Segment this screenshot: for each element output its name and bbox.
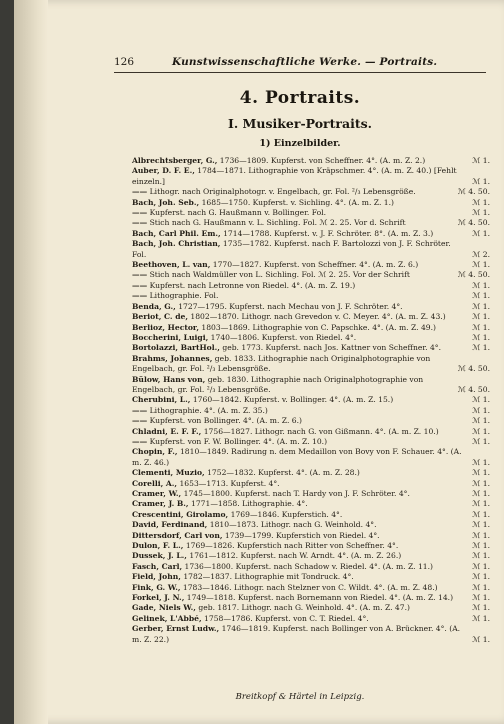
entry-name: Bülow, Hans von, xyxy=(132,374,206,384)
entry-name: Beethoven, L. van, xyxy=(132,260,211,270)
catalog-entry xyxy=(132,624,490,645)
catalog-entry xyxy=(132,510,490,520)
catalog-entry xyxy=(132,447,490,468)
entry-price: ℳ 1. xyxy=(472,156,490,165)
entry-description: 1736—1809. Kupferst. von Scheffner. 4°. (A. m. Z. 2.) xyxy=(217,156,426,165)
catalog-entry xyxy=(132,281,490,291)
entry-price: ℳ 4. 50. xyxy=(457,270,490,280)
catalog-entry xyxy=(132,270,490,280)
entry-name: Field, John, xyxy=(132,572,181,582)
entry-price: ℳ 1. xyxy=(472,572,490,582)
header-rule xyxy=(114,72,486,73)
entry-description: Lithographie. Fol. xyxy=(147,291,219,301)
entry-name: Gerber, Ernst Ludw., xyxy=(132,624,220,634)
entry-price: ℳ 1. xyxy=(472,322,490,332)
entry-name: Fink, G. W., xyxy=(132,582,181,592)
entry-description: 1740—1806. Kupferst. von Riedel. 4°. xyxy=(208,332,357,342)
catalog-entry xyxy=(132,323,490,333)
catalog-entry xyxy=(132,375,490,396)
entry-description: Kupferst. nach G. Haußmann v. Bollinger. Fol. xyxy=(147,208,326,218)
running-header xyxy=(114,56,486,72)
entry-description: geb. 1773. Kupferst. nach Jos. Kattner von Scheffner. 4°. xyxy=(219,343,442,353)
entry-price: ℳ 1. xyxy=(472,176,490,186)
entry-name: Dussek, J. L., xyxy=(132,551,187,561)
entry-name: Brahms, Johannes, xyxy=(132,353,213,363)
entry-description: Stich nach G. Haußmann v. L. Sichling. Fol. ℳ 2. 25. Vor d. Schrift xyxy=(147,218,406,228)
entry-name: Clementi, Muzio, xyxy=(132,468,205,478)
entry-name: —— xyxy=(132,280,148,290)
entry-name: Fasch, Carl, xyxy=(132,561,183,571)
entry-name: Albrechtsberger, G., xyxy=(132,156,218,165)
entry-description: 1770—1827. Kupferst. von Scheffner. 4°. (A. m. Z. 6.) xyxy=(210,260,419,270)
entry-description: 1745—1800. Kupferst. nach T. Hardy von J. F. Schröter. 4°. xyxy=(181,489,410,498)
entry-price: ℳ 1. xyxy=(472,280,490,290)
entry-price: ℳ 1. xyxy=(472,332,490,342)
entry-description: 1802—1870. Lithogr. nach Grevedon v. C. Meyer. 4°. (A. m. Z. 43.) xyxy=(187,312,446,322)
running-title: Kunstwissenschaftliche Werke. — Portraits. xyxy=(172,56,438,68)
catalog-entry xyxy=(132,187,490,197)
entry-name: Cramer, J. B., xyxy=(132,499,189,509)
catalog-entry xyxy=(132,198,490,208)
subsection-title: I. Musiker-Portraits. xyxy=(227,116,372,131)
entry-price: ℳ 1. xyxy=(472,197,490,207)
catalog-entry xyxy=(132,302,490,312)
catalog-entry xyxy=(132,239,490,260)
entry-description: 1769—1826. Kupferstich nach Ritter von Scheffner. 4°. xyxy=(183,541,399,551)
entry-price: ℳ 1. xyxy=(472,395,490,405)
catalog-entry xyxy=(132,229,490,239)
entry-name: —— xyxy=(132,208,148,218)
page-gutter xyxy=(14,0,48,724)
entry-description: Kupferst. von F. W. Bollinger. 4°. (A. m. Z. 10.) xyxy=(147,436,328,446)
catalog-entry xyxy=(132,541,490,551)
catalog-entry xyxy=(132,156,490,166)
entry-name: Chopin, F., xyxy=(132,447,178,457)
entry-description: 1784—1871. Lithographie von Kräpschmer. 4°. (A. m. Z. 40.) [Fehlt einzeln.] xyxy=(132,166,457,186)
book-page xyxy=(14,0,504,724)
catalog-entry xyxy=(132,593,490,603)
entry-price: ℳ 1. xyxy=(472,228,490,238)
catalog-entry xyxy=(132,218,490,228)
entry-description: 1756—1827. Lithogr. nach G. von Gißmann. 4°. (A. m. Z. 10.) xyxy=(201,426,439,436)
entry-name: Corelli, A., xyxy=(132,478,178,488)
entry-description: 1782—1837. Lithographie mit Tondruck. 4°. xyxy=(180,572,354,582)
entry-name: Berlioz, Hector, xyxy=(132,322,199,332)
entry-price: ℳ 1. xyxy=(472,634,490,644)
entry-price: ℳ 1. xyxy=(472,436,490,446)
entry-description: 1769—1846. Kupferstich. 4°. xyxy=(228,509,343,519)
entry-name: —— xyxy=(132,405,148,415)
entry-name: Bach, Joh. Christian, xyxy=(132,239,221,249)
catalog-entry xyxy=(132,291,490,301)
catalog-entry xyxy=(132,395,490,405)
entry-description: 1803—1869. Lithographie von C. Papschke. 4°. (A. m. Z. 49.) xyxy=(198,322,436,332)
entry-price: ℳ 1. xyxy=(472,509,490,519)
entry-price: ℳ 1. xyxy=(472,291,490,301)
entry-description: 1735—1782. Kupferst. nach F. Bartolozzi von J. F. Schröter. Fol. xyxy=(132,239,451,259)
entry-price: ℳ 4. 50. xyxy=(457,218,490,228)
entry-description: 1746—1819. Kupferst. nach Bollinger von A. Brückner. 4°. (A. m. Z. 22.) xyxy=(132,624,461,644)
entry-description: 1810—1873. Lithogr. nach G. Weinhold. 4°. xyxy=(207,520,377,530)
entry-description: Kupferst. von Bollinger. 4°. (A. m. Z. 6.) xyxy=(147,416,302,426)
catalog-entry xyxy=(132,499,490,509)
entry-description: 1653—1713. Kupferst. 4°. xyxy=(177,478,280,488)
entry-name: Bortolazzi, BartHol., xyxy=(132,343,220,353)
catalog-entry xyxy=(132,603,490,613)
entry-description: Lithogr. nach Originalphotogr. v. Engelbach, gr. Fol. ²/₃ Lebensgröße. xyxy=(147,187,416,197)
entry-name: Bach, Carl Phil. Em., xyxy=(132,228,221,238)
entry-price: ℳ 1. xyxy=(472,405,490,415)
entry-name: —— xyxy=(132,436,148,446)
entry-price: ℳ 1. xyxy=(472,582,490,592)
entry-price: ℳ 4. 50. xyxy=(457,187,490,197)
catalog-entry xyxy=(132,468,490,478)
entry-price: ℳ 4. 50. xyxy=(457,364,490,374)
publisher-footer: Breitkopf & Härtel in Leipzig. xyxy=(235,692,365,702)
entry-description: 1810—1849. Radirung n. dem Medaillon von Bovy von F. Schauer. 4°. (A. m. Z. 46.) xyxy=(132,447,462,467)
entry-name: Boccherini, Luigi, xyxy=(132,332,209,342)
entry-description: 1736—1800. Kupferst. nach Schadow v. Riedel. 4°. (A. m. Z. 11.) xyxy=(182,561,433,571)
entry-description: 1761—1812. Kupferst. nach W. Arndt. 4°. (A. m. Z. 26.) xyxy=(186,551,402,561)
catalog-entry xyxy=(132,166,490,187)
entry-description: geb. 1833. Lithographie nach Originalphotographie von Engelbach, gr. Fol. ²/₃ Lebensgröße. xyxy=(132,353,431,374)
catalog-entry xyxy=(132,520,490,530)
entry-price: ℳ 1. xyxy=(472,489,490,498)
entry-description: 1685—1750. Kupferst. v. Sichling. 4°. (A. m. Z. 1.) xyxy=(199,197,394,207)
catalog-entry xyxy=(132,489,490,499)
entry-name: Forkel, J. N., xyxy=(132,593,185,603)
entry-name: —— xyxy=(132,291,148,301)
catalog-entry xyxy=(132,416,490,426)
entry-price: ℳ 1. xyxy=(472,416,490,426)
entry-description: Stich nach Waldmüller von L. Sichling. Fol. ℳ 2. 25. Vor der Schrift xyxy=(147,270,410,280)
catalog-entry xyxy=(132,260,490,270)
catalog-entries xyxy=(132,156,490,645)
entry-name: Crescentini, Girolamo, xyxy=(132,509,229,519)
catalog-entry xyxy=(132,572,490,582)
entry-description: geb. 1817. Lithogr. nach G. Weinhold. 4°. (A. m. Z. 47.) xyxy=(195,603,410,613)
entry-description: 1771—1858. Lithographie. 4°. xyxy=(188,499,308,509)
entry-price: ℳ 1. xyxy=(472,478,490,488)
entry-name: —— xyxy=(132,416,148,426)
catalog-entry xyxy=(132,437,490,447)
entry-price: ℳ 1. xyxy=(472,208,490,218)
entry-name: David, Ferdinand, xyxy=(132,520,208,530)
catalog-entry xyxy=(132,583,490,593)
entry-description: Lithographie. 4°. (A. m. Z. 35.) xyxy=(147,405,268,415)
catalog-entry xyxy=(132,354,490,375)
entry-price: ℳ 1. xyxy=(472,551,490,561)
catalog-entry xyxy=(132,614,490,624)
entry-name: —— xyxy=(132,218,148,228)
catalog-entry xyxy=(132,427,490,437)
entry-name: Dulon, F. L., xyxy=(132,541,184,551)
entry-description: 1739—1799. Kupferstich von Riedel. 4°. xyxy=(222,530,380,540)
entry-description: 1714—1788. Kupferst. v. J. F. Schröter. 8°. (A. m. Z. 3.) xyxy=(220,228,434,238)
entry-price: ℳ 1. xyxy=(472,468,490,478)
entry-description: 1752—1832. Kupferst. 4°. (A. m. Z. 28.) xyxy=(204,468,360,478)
entry-price: ℳ 1. xyxy=(472,520,490,530)
catalog-entry xyxy=(132,562,490,572)
entry-price: ℳ 1. xyxy=(472,312,490,322)
entry-price: ℳ 1. xyxy=(472,301,490,311)
entry-price: ℳ 1. xyxy=(472,541,490,551)
entry-name: —— xyxy=(132,187,148,197)
catalog-entry xyxy=(132,406,490,416)
entry-price: ℳ 1. xyxy=(472,426,490,436)
entry-price: ℳ 1. xyxy=(472,530,490,540)
catalog-entry xyxy=(132,551,490,561)
entry-name: Chladni, E. F. F., xyxy=(132,426,202,436)
catalog-entry xyxy=(132,343,490,353)
section-title: 4. Portraits. xyxy=(239,88,361,108)
entry-price: ℳ 1. xyxy=(472,499,490,509)
entry-price: ℳ 2. xyxy=(472,249,490,259)
entry-description: Kupferst. nach Letronne von Riedel. 4°. (A. m. Z. 19.) xyxy=(147,280,356,290)
entry-name: Cherubini, L., xyxy=(132,395,191,405)
entry-price: ℳ 1. xyxy=(472,613,490,623)
entry-name: Gelinek, L'Abbé, xyxy=(132,613,202,623)
entry-name: Dittersdorf, Carl von, xyxy=(132,530,223,540)
entry-name: Beriot, C. de, xyxy=(132,312,188,322)
entry-description: 1760—1842. Kupferst. v. Bollinger. 4°. (A. m. Z. 15.) xyxy=(190,395,394,405)
entry-name: Bach, Joh. Seb., xyxy=(132,197,200,207)
catalog-entry xyxy=(132,208,490,218)
entry-description: 1727—1795. Kupferst. nach Mechau von J. F. Schröter. 4°. xyxy=(175,301,403,311)
entry-price: ℳ 4. 50. xyxy=(457,384,490,394)
entry-description: 1749—1818. Kupferst. nach Bornemann von Riedel. 4°. (A. m. Z. 14.) xyxy=(184,593,454,603)
entry-name: Cramer, W., xyxy=(132,489,182,498)
catalog-entry xyxy=(132,531,490,541)
entry-price: ℳ 1. xyxy=(472,593,490,603)
subsubsection-title: 1) Einzelbilder. xyxy=(259,138,341,149)
entry-price: ℳ 1. xyxy=(472,603,490,613)
entry-price: ℳ 1. xyxy=(472,561,490,571)
entry-price: ℳ 1. xyxy=(472,343,490,353)
entry-name: —— xyxy=(132,270,148,280)
entry-name: Auber, D. F. E., xyxy=(132,166,195,176)
entry-description: 1758—1786. Kupferst. von C. T. Riedel. 4°. xyxy=(201,613,369,623)
entry-name: Benda, G., xyxy=(132,301,176,311)
catalog-entry xyxy=(132,333,490,343)
page-number: 126 xyxy=(114,56,135,68)
catalog-entry xyxy=(132,312,490,322)
entry-name: Gade, Niels W., xyxy=(132,603,196,613)
entry-description: geb. 1830. Lithographie nach Originalphotographie von Engelbach, gr. Fol. ²/₃ Lebensgröße. xyxy=(132,374,424,394)
entry-price: ℳ 1. xyxy=(472,260,490,270)
catalog-entry xyxy=(132,479,490,489)
entry-price: ℳ 1. xyxy=(472,457,490,467)
entry-description: 1783—1846. Lithogr. nach Stelzner von C. Wildt. 4°. (A. m. Z. 48.) xyxy=(180,582,438,592)
